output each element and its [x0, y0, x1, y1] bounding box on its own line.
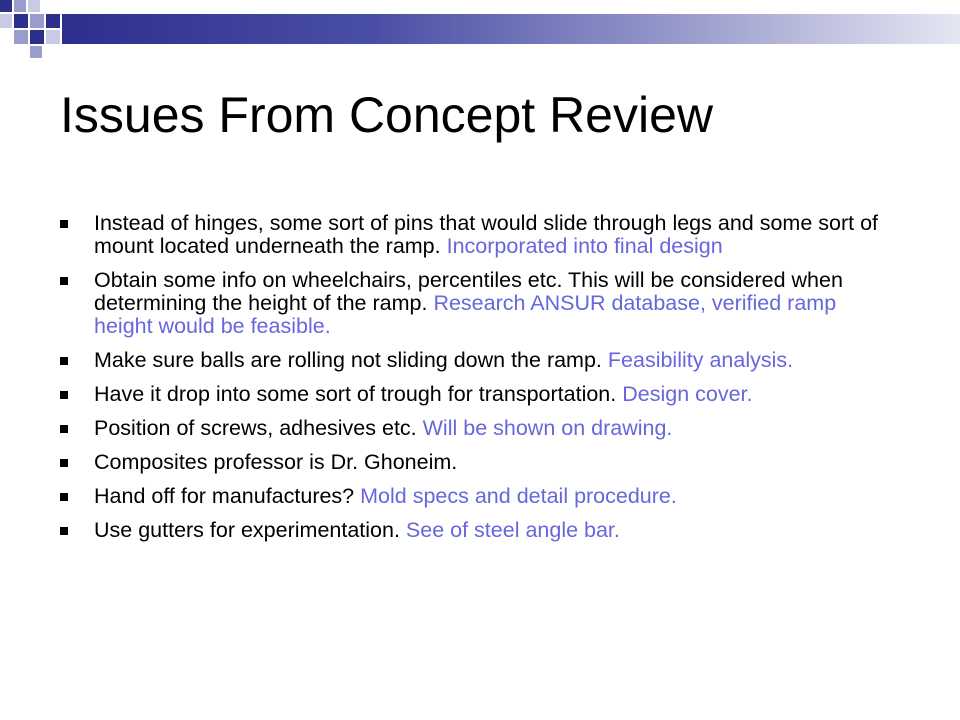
- square-bullet-icon: [60, 391, 68, 399]
- square-bullet-icon: [60, 425, 68, 433]
- deco-square: [14, 0, 26, 12]
- bullet-text: Hand off for manufactures?: [94, 484, 355, 508]
- deco-square: [30, 46, 42, 58]
- deco-square: [46, 30, 60, 44]
- bullet-text: Obtain some info on wheelchairs, percentiles etc. This will be considered when determining the height of the ramp.: [94, 268, 843, 315]
- bullet-text: Position of screws, adhesives etc.: [94, 416, 417, 440]
- square-bullet-icon: [60, 220, 68, 228]
- square-bullet-icon: [60, 357, 68, 365]
- header-decoration: [0, 0, 960, 60]
- bullet-note: See of steel angle bar.: [405, 518, 620, 542]
- deco-square: [28, 0, 40, 12]
- bullet-item: [60, 417, 880, 440]
- square-bullet-icon: [60, 527, 68, 535]
- bullet-note: Design cover.: [622, 382, 753, 406]
- deco-square: [14, 30, 28, 44]
- bullet-text: Have it drop into some sort of trough for transportation.: [94, 382, 617, 406]
- bullet-item: [60, 212, 880, 258]
- bullet-item: [60, 383, 880, 406]
- bullet-text: Instead of hinges, some sort of pins that would slide through legs and some sort of mount located underneath the ramp.: [94, 211, 879, 258]
- bullet-text: Composites professor is Dr. Ghoneim.: [94, 450, 458, 474]
- bullet-note: Incorporated into final design: [446, 234, 723, 258]
- deco-square: [30, 30, 44, 44]
- bullet-note: Will be shown on drawing.: [422, 416, 673, 440]
- square-bullet-icon: [60, 277, 68, 285]
- bullet-note: Feasibility analysis.: [607, 348, 794, 372]
- square-bullet-icon: [60, 493, 68, 501]
- bullet-item: [60, 519, 880, 542]
- deco-square: [46, 14, 60, 28]
- deco-square: [0, 0, 12, 12]
- deco-square: [30, 14, 44, 28]
- bullet-item: [60, 349, 880, 372]
- bullet-note: Mold specs and detail procedure.: [360, 484, 677, 508]
- bullet-list: [60, 212, 880, 553]
- header-gradient-bar: [62, 14, 960, 44]
- bullet-item: [60, 451, 880, 474]
- slide-title: Issues From Concept Review: [60, 87, 714, 143]
- bullet-note: Research ANSUR database, verified ramp height would be feasible.: [94, 291, 837, 338]
- bullet-item: [60, 485, 880, 508]
- deco-square: [14, 14, 28, 28]
- bullet-text: Use gutters for experimentation.: [94, 518, 400, 542]
- deco-square: [0, 14, 12, 28]
- bullet-item: [60, 269, 880, 338]
- bullet-text: Make sure balls are rolling not sliding down the ramp.: [94, 348, 602, 372]
- square-bullet-icon: [60, 459, 68, 467]
